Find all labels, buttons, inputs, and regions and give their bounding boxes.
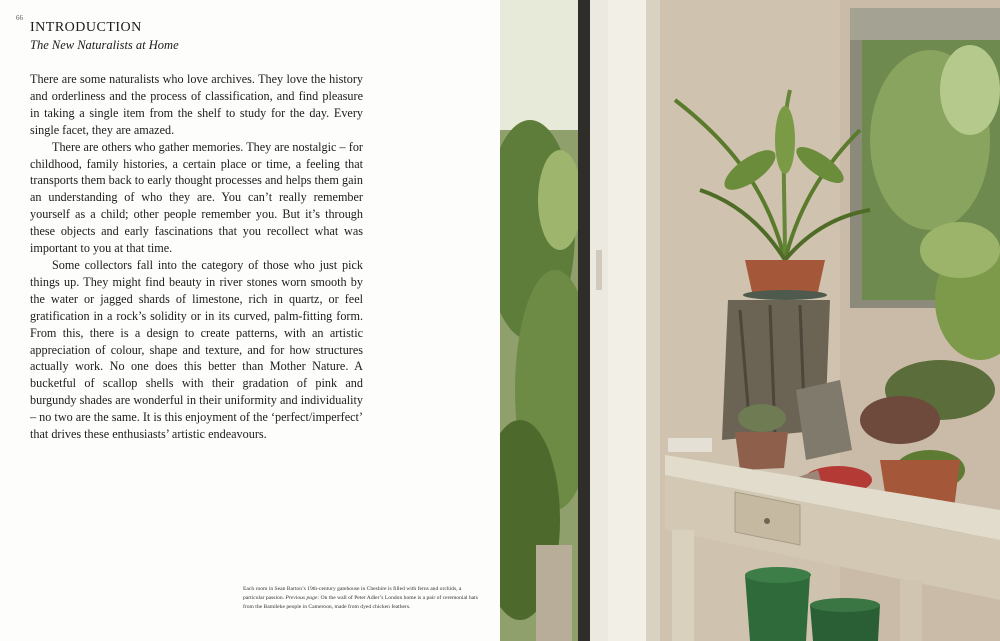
caption-italic: Previous page: xyxy=(285,595,320,601)
pot-saucer xyxy=(743,290,827,300)
caption-text-continued: On the wall of Peter Adler’s London home is a pair of ceremonial hats from the Bamileke people in Cameroon, made from dyed chicken feathers. xyxy=(243,595,478,610)
section-heading: INTRODUCTION xyxy=(30,20,142,35)
door-panel xyxy=(590,0,608,641)
mirror-reflection xyxy=(940,45,1000,135)
door-edge xyxy=(578,0,590,641)
small-box xyxy=(668,438,712,452)
table-leg xyxy=(672,530,694,641)
drawer-knob xyxy=(764,518,770,524)
table-leg xyxy=(900,580,922,641)
small-pot xyxy=(735,432,788,470)
bucket-rim xyxy=(745,567,811,583)
sky xyxy=(500,0,580,130)
moss-plant xyxy=(738,404,786,432)
terracotta-pot xyxy=(745,260,825,292)
right-page xyxy=(500,0,1000,641)
page-number: 66 xyxy=(16,14,23,22)
door-frame xyxy=(608,0,648,641)
paragraph: There are others who gather memories. They are nostalgic – for childhood, family histories, a certain place or time, a feeling that transports them back to early thought processes and helps them gain an understanding of who they are. You can’t really remember yourself as a child; other people remember you. But it’s through these objects and early fascinations that you recollect what was important to you at that time. xyxy=(30,139,363,256)
garden-fence-post xyxy=(536,545,572,641)
green-bucket xyxy=(745,575,810,641)
interior-plants-photo xyxy=(500,0,1000,641)
garden-foliage xyxy=(538,150,582,250)
paragraph: Some collectors fall into the category of those who just pick things up. They might find beauty in river stones worn smooth by the water or jagged shards of limestone, rich in quartz, or feel gratification in a rock’s solidity or in its curved, palm-fitting form. From this, there is a design to create patterns, with an artistic appreciation of colour, shape and texture, and for how structures actually work. No one does this better than Mother Nature. A bucketful of scallop shells with their gradation of pink and burgundy shades are wonderful in their uniformity and individuality – no two are the same. It is this enjoyment of the ‘perfect/imperfect’ that drives these enthusiasts’ artistic endeavours. xyxy=(30,257,363,442)
door-frame-shadow xyxy=(646,0,660,641)
mirror-crest xyxy=(850,8,1000,40)
paragraph: There are some naturalists who love archives. They love the history and orderliness and the process of classification, and find pleasure in taking a single item from the shelf to study for the day. Every single facet, they are amazed. xyxy=(30,72,363,137)
body-text xyxy=(30,71,363,443)
section-subheading: The New Naturalists at Home xyxy=(30,38,179,52)
caption-text: Each room in Sean Barton’s 19th-century gatehouse in Cheshire is filled with ferns and orchids, a particular passion. xyxy=(243,586,462,601)
bucket-rim xyxy=(810,598,880,612)
photo-caption xyxy=(243,585,478,612)
door-hinge xyxy=(596,250,602,290)
